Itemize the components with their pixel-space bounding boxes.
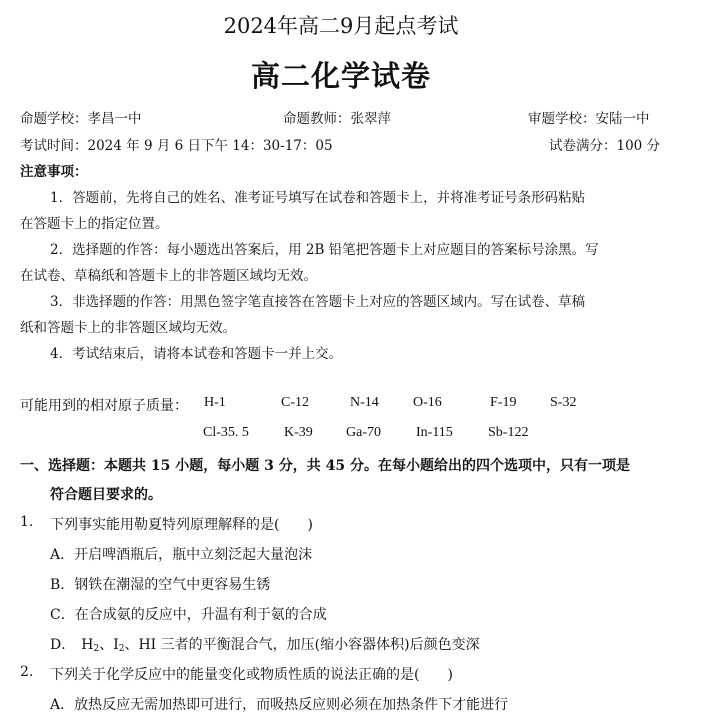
- question-number: 2.: [20, 664, 34, 680]
- atomic-mass-item: F-19: [490, 395, 517, 410]
- section-heading: 一、选择题：本题共 15 小题，每小题 3 分，共 45 分。在每小题给出的四个选项中，只有一项是: [20, 458, 630, 474]
- notice-line: 在答题卡上的指定位置。: [20, 216, 169, 232]
- atomic-mass-item: K-39: [284, 425, 313, 440]
- meta-time: 考试时间：2024 年 9 月 6 日下午 14：30-17：05: [20, 138, 333, 154]
- question-stem: 下列事实能用勒夏特列原理解释的是( ): [50, 517, 313, 533]
- option-a: A．放热反应无需加热即可进行，而吸热反应则必须在加热条件下才能进行: [50, 697, 509, 713]
- atomic-mass-item: N-14: [350, 395, 379, 410]
- atomic-mass-item: C-12: [281, 395, 309, 410]
- notice-heading: 注意事项：: [20, 164, 88, 180]
- question-stem: 下列关于化学反应中的能量变化或物质性质的说法正确的是( ): [50, 667, 453, 683]
- option-b: B．钢铁在潮湿的空气中更容易生锈: [50, 577, 271, 593]
- atomic-mass-item: Cl-35. 5: [203, 425, 249, 440]
- meta-score: 试卷满分：100 分: [549, 138, 661, 154]
- meta-teacher: 命题教师：张翠萍: [283, 111, 391, 127]
- meta-school: 命题学校：孝昌一中: [20, 111, 142, 127]
- exam-title: 2024年高二9月起点考试: [223, 14, 459, 38]
- atomic-mass-item: S-32: [550, 395, 577, 410]
- question-number: 1.: [20, 514, 34, 530]
- notice-line: 3．非选择题的作答：用黑色签字笔直接答在答题卡上对应的答题区域内。写在试卷、草稿: [50, 294, 586, 310]
- section-heading-cont: 符合题目要求的。: [50, 487, 162, 503]
- formula-h2: $H_2$: [81, 637, 100, 654]
- notice-line: 4．考试结束后，请将本试卷和答题卡一并上交。: [50, 346, 343, 362]
- atomic-mass-item: O-16: [413, 395, 442, 410]
- option-d: D． $H_2$、$I_2$、HI 三者的平衡混合气，加压(缩小容器体积)后颜色变深: [50, 637, 480, 654]
- notice-line: 2．选择题的作答：每小题选出答案后，用 2B 铅笔把答题卡上对应题目的答案标号涂黑。写: [50, 242, 599, 258]
- formula-i2: $I_2$: [113, 637, 125, 654]
- atomic-mass-item: Sb-122: [488, 425, 529, 440]
- option-c: C．在合成氨的反应中，升温有利于氨的合成: [50, 607, 327, 623]
- option-d-prefix: D．: [50, 637, 76, 653]
- meta-reviewer: 审题学校：安陆一中: [528, 111, 650, 127]
- option-d-rest: HI 三者的平衡混合气，加压(缩小容器体积)后颜色变深: [138, 637, 480, 653]
- option-a: A．开启啤酒瓶后，瓶中立刻泛起大量泡沫: [50, 547, 313, 563]
- atomic-mass-item: H-1: [204, 395, 226, 410]
- notice-line: 1．答题前，先将自己的姓名、准考证号填写在试卷和答题卡上，并将准考证号条形码粘贴: [50, 190, 586, 206]
- atomic-mass-item: In-115: [416, 425, 453, 440]
- atomic-mass-item: Ga-70: [346, 425, 381, 440]
- subject-title: 高二化学试卷: [250, 59, 431, 93]
- atomic-mass-label: 可能用到的相对原子质量：: [20, 398, 188, 414]
- notice-line: 纸和答题卡上的非答题区域均无效。: [20, 320, 236, 336]
- notice-line: 在试卷、草稿纸和答题卡上的非答题区域均无效。: [20, 268, 317, 284]
